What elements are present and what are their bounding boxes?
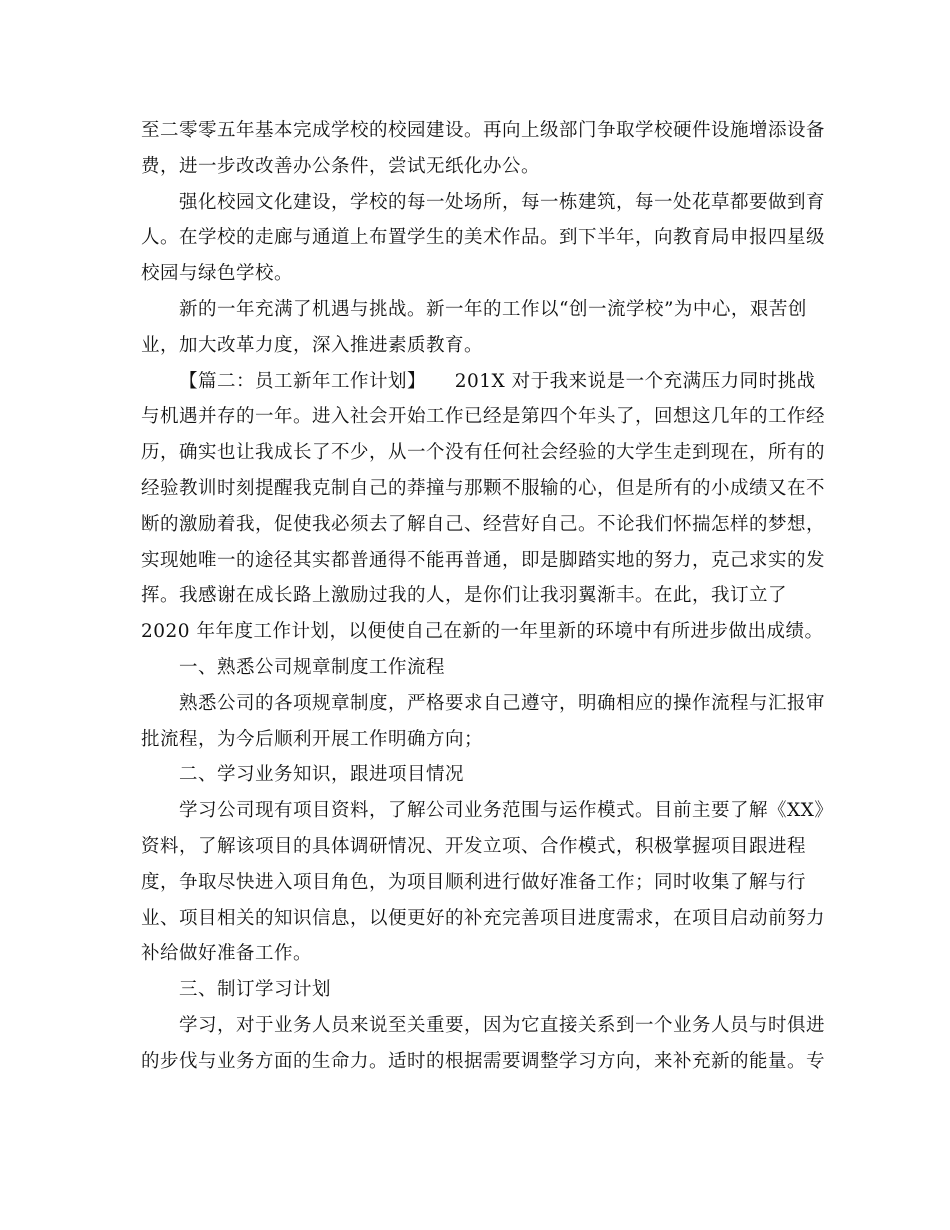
- section-heading: 三、制订学习计划: [179, 979, 332, 1001]
- text-line: 历，确实也让我成长了不少，从一个没有任何社会经验的大学生走到现在，所有的: [141, 442, 826, 464]
- text-line: 至二零零五年基本完成学校的校园建设。再向上级部门争取学校硬件设施增添设备: [141, 120, 826, 141]
- section-title-line: 【篇二：员工新年工作计划】 201X 对于我来说是一个充满压力同时挑战: [179, 370, 816, 392]
- text-line: 费，进一步改改善办公条件，尝试无纸化办公。: [141, 155, 541, 177]
- paragraph-start-line: 新的一年充满了机遇与挑战。新一年的工作以“创一流学校”为中心，艰苦创: [179, 298, 807, 320]
- text-line: 度，争取尽快进入项目角色，为项目顺利进行做好准备工作；同时收集了解与行: [141, 871, 807, 893]
- paragraph-start-line: 熟悉公司的各项规章制度，严格要求自己遵守，明确相应的操作流程与汇报审: [179, 692, 826, 714]
- text-line: 资料，了解该项目的具体调研情况、开发立项、合作模式，积极掌握项目跟进程: [141, 835, 807, 857]
- section-heading: 二、学习业务知识，跟进项目情况: [179, 764, 465, 786]
- paragraph-start-line: 学习，对于业务人员来说至关重要，因为它直接关系到一个业务人员与时俱进: [179, 1014, 826, 1036]
- text-line: 经验教训时刻提醒我克制自己的莽撞与那颗不服输的心，但是所有的小成绩又在不: [141, 477, 826, 499]
- text-line: 2020 年年度工作计划，以便使自己在新的一年里新的环境中有所进步做出成绩。: [141, 621, 824, 643]
- text-line: 的步伐与业务方面的生命力。适时的根据需要调整学习方向，来补充新的能量。专: [141, 1050, 826, 1072]
- text-line: 校园与绿色学校。: [141, 263, 294, 285]
- text-line: 业、项目相关的知识信息，以便更好的补充完善项目进度需求，在项目启动前努力: [141, 907, 826, 929]
- section-heading: 一、熟悉公司规章制度工作流程: [179, 656, 446, 678]
- text-line: 与机遇并存的一年。进入社会开始工作已经是第四个年头了，回想这几年的工作经: [141, 406, 826, 428]
- text-line: 批流程，为今后顺利开展工作明确方向；: [141, 728, 484, 750]
- text-line: 断的激励着我，促使我必须去了解自己、经营好自己。不论我们怀揣怎样的梦想，: [141, 513, 826, 535]
- text-line: 业，加大改革力度，深入推进素质教育。: [141, 334, 484, 356]
- text-line: 挥。我感谢在成长路上激励过我的人，是你们让我羽翼渐丰。在此，我订立了: [141, 585, 788, 607]
- text-line: 补给做好准备工作。: [141, 943, 313, 965]
- text-line: 人。在学校的走廊与通道上布置学生的美术作品。到下半年，向教育局申报四星级: [141, 227, 826, 249]
- document-body: [141, 113, 834, 1080]
- text-line: 实现她唯一的途径其实都普通得不能再普通，即是脚踏实地的努力，克己求实的发: [141, 549, 826, 571]
- paragraph-start-line: 学习公司现有项目资料，了解公司业务范围与运作模式。目前主要了解《XX》: [179, 800, 834, 822]
- paragraph-start-line: 强化校园文化建设，学校的每一处场所，每一栋建筑，每一处花草都要做到育: [179, 191, 826, 213]
